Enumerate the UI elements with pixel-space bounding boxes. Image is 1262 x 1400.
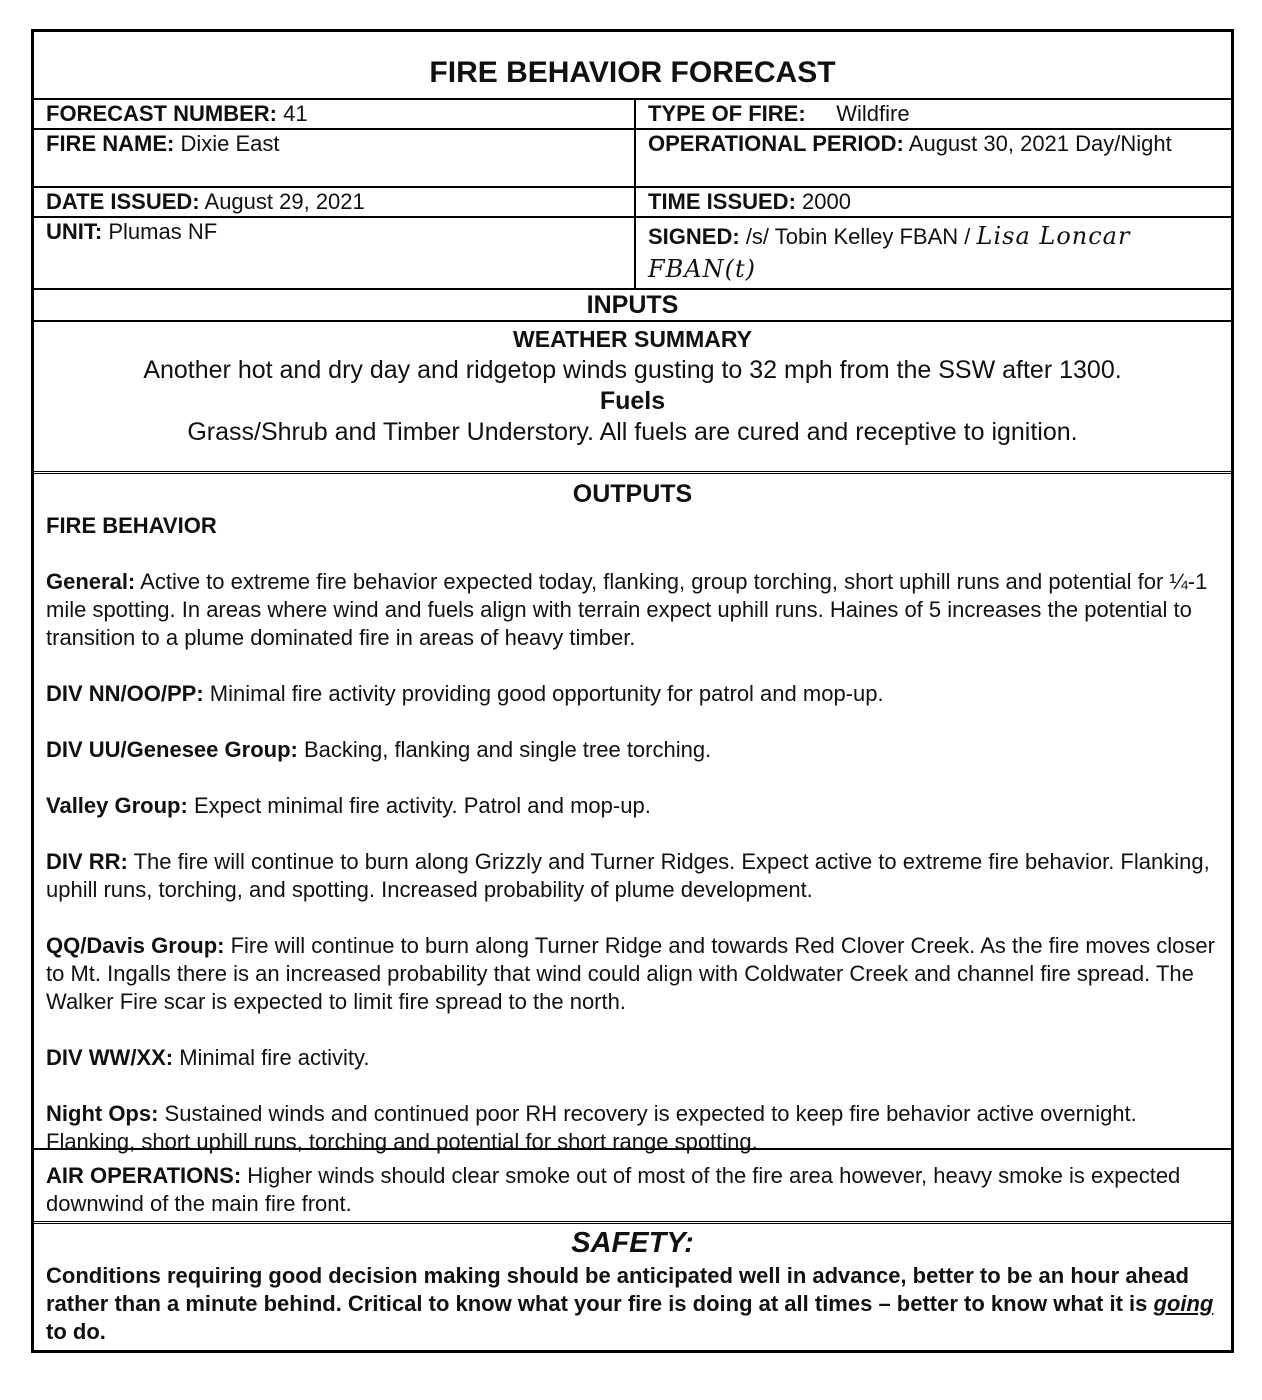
unit-label: UNIT: <box>46 219 103 244</box>
fuels-text: Grass/Shrub and Timber Understory. All fuels are cured and receptive to ignition. <box>187 418 1078 446</box>
forecast-number-label: FORECAST NUMBER: <box>46 101 277 126</box>
unit-value: Plumas NF <box>108 219 218 244</box>
outputs-section <box>34 474 1231 1154</box>
fire-behavior-heading: FIRE BEHAVIOR <box>46 513 217 538</box>
header-row-3 <box>34 188 1231 218</box>
inputs-heading: INPUTS <box>34 288 1231 322</box>
outputs-heading: OUTPUTS <box>572 480 693 508</box>
operational-period-value: August 30, 2021 Day/Night <box>908 131 1172 156</box>
forecast-number-cell <box>34 100 636 128</box>
signed-label: SIGNED: <box>648 224 740 249</box>
operational-period-label: OPERATIONAL PERIOD: <box>648 131 904 156</box>
forecast-item-div-nn-oo-pp: DIV NN/OO/PP: Minimal fire activity providing good opportunity for patrol and mop-up. <box>46 681 884 706</box>
time-issued-value: 2000 <box>802 189 851 214</box>
forecast-item-qq-davis: QQ/Davis Group: Fire will continue to burn along Turner Ridge and towards Red Clover Creek. As the fire moves closer to Mt. Ingalls there is an increased probability that wind could align with Coldwater Creek and channel fire spread. The Walker Fire scar is expected to limit fire spread to the north. <box>46 933 1215 1014</box>
time-issued-label: TIME ISSUED: <box>648 189 796 214</box>
air-operations-section <box>34 1150 1231 1224</box>
forecast-item-div-uu-genesee: DIV UU/Genesee Group: Backing, flanking and single tree torching. <box>46 737 712 762</box>
header-row-4 <box>34 218 1231 288</box>
fire-name-cell <box>34 130 636 186</box>
operational-period-cell <box>636 130 1231 186</box>
forecast-item-general: General: Active to extreme fire behavior expected today, flanking, group torching, short uphill runs and potential for ¼-1 mile spotting. In areas where wind and fuels align with terrain expect uphill runs. Haines of 5 increases the potential to transition to a plume dominated fire in areas of heavy timber. <box>46 569 1208 650</box>
fire-name-label: FIRE NAME: <box>46 131 175 156</box>
weather-summary-text: Another hot and dry day and ridgetop winds gusting to 32 mph from the SSW after 1300. <box>143 356 1122 384</box>
header-row-1 <box>34 100 1231 130</box>
forecast-item-div-ww-xx: DIV WW/XX: Minimal fire activity. <box>46 1045 370 1070</box>
unit-cell <box>34 218 636 288</box>
handwritten-signature: Lisa Loncar FBAN(t) <box>648 222 1131 283</box>
forecast-document <box>31 29 1234 1353</box>
fire-name-value: Dixie East <box>180 131 280 156</box>
time-issued-cell <box>636 188 1231 216</box>
date-issued-value: August 29, 2021 <box>204 189 365 214</box>
safety-heading: SAFETY: <box>571 1227 694 1259</box>
air-operations-label: AIR OPERATIONS: <box>46 1163 242 1188</box>
forecast-item-night-ops: Night Ops: Sustained winds and continued poor RH recovery is expected to keep fire behavior active overnight. Flanking, short uphill runs, torching and potential for short range spotting. <box>46 1101 1137 1154</box>
forecast-item-valley-group: Valley Group: Expect minimal fire activity. Patrol and mop-up. <box>46 793 651 818</box>
signed-value: /s/ Tobin Kelley FBAN / <box>745 224 971 249</box>
weather-summary-heading: WEATHER SUMMARY <box>513 326 752 352</box>
header-row-2 <box>34 130 1231 188</box>
type-of-fire-cell <box>636 100 1231 128</box>
signed-cell <box>636 218 1231 288</box>
inputs-section <box>34 322 1231 474</box>
date-issued-label: DATE ISSUED: <box>46 189 200 214</box>
forecast-number-value: 41 <box>283 101 308 126</box>
fuels-heading: Fuels <box>599 387 666 415</box>
type-of-fire-label: TYPE OF FIRE: <box>648 101 806 126</box>
safety-text: Conditions requiring good decision making should be anticipated well in advance, better to be an hour ahead rather than a minute behind. Critical to know what your fire is doing at all times – better to know what it is going to do. <box>46 1263 1214 1344</box>
date-issued-cell <box>34 188 636 216</box>
safety-section <box>34 1224 1231 1346</box>
type-of-fire-value: Wildfire <box>836 101 910 126</box>
safety-emphasis: going <box>1153 1291 1214 1316</box>
air-operations-text: Higher winds should clear smoke out of most of the fire area however, heavy smoke is expected downwind of the main fire front. <box>46 1163 1181 1216</box>
document-title: FIRE BEHAVIOR FORECAST <box>34 32 1231 100</box>
forecast-item-div-rr: DIV RR: The fire will continue to burn along Grizzly and Turner Ridges. Expect active to extreme fire behavior. Flanking, uphill runs, torching, and spotting. Increased probability of plume development. <box>46 849 1210 902</box>
